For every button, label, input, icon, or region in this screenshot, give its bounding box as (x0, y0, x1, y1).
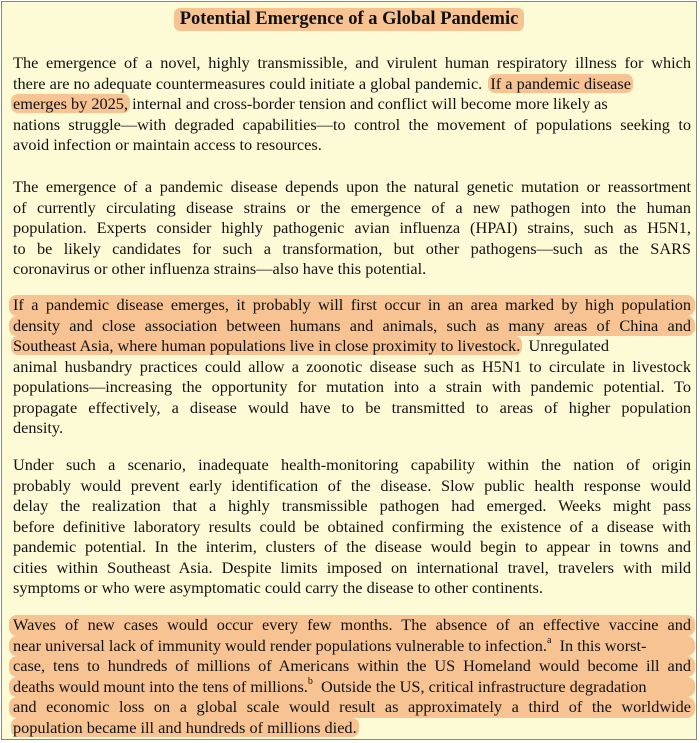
p3-line-3-text: Unregulated (528, 336, 609, 355)
p4-line-7: symptoms or who were asymptomatic could carry the disease to other continents. (13, 578, 543, 597)
p5-line-2-tail: In this worst- (551, 635, 647, 655)
p1-line-5: avoid infection or maintain access to resources. (13, 135, 322, 154)
p3-line-4: animal husbandry practices could allow a zoonotic disease such as H5N1 to circulate in livestock (13, 356, 691, 376)
p5-line-3: case, tens to hundreds of millions of Americans within the US Homeland would become ill and (9, 656, 695, 677)
p3-line-1: If a pandemic disease emerges, it probably will first occur in an area marked by high population (9, 295, 695, 316)
p5-line-1: Waves of new cases would occur every few months. The absence of an effective vaccine and (9, 615, 695, 636)
p2-line-3: population. Experts consider highly pathogenic avian influenza (HPAI) strains, such as H5N1, (13, 218, 691, 237)
p3-line-7: density. (13, 418, 64, 437)
paragraph-4 (13, 455, 691, 599)
p2-line-2: of currently circulating disease strains or the emergence of a new pathogen into the human (13, 197, 691, 217)
p1-line-2 (13, 74, 691, 95)
title-wrap (2, 8, 696, 31)
page-title: Potential Emergence of a Global Pandemic (174, 8, 525, 31)
paragraph-3 (13, 295, 691, 439)
paragraph-1 (13, 53, 691, 156)
p3-line-2: density and close association between humans and animals, such as many areas of China and (9, 316, 695, 337)
document-box (1, 1, 697, 740)
p1-line-3-text: internal and cross-border tension and conflict will become more likely as (132, 94, 608, 113)
p1-line-2-text: there are no adequate countermeasures could initiate a global pandemic. (13, 73, 483, 93)
p4-line-3: delay the realization that a highly transmissible pathogen had emerged. Weeks might pass (13, 496, 691, 515)
p1-highlight-end: emerges by 2025, (13, 94, 129, 113)
p4-line-4: before definitive laboratory results could be obtained confirming the existence of a disease with (13, 516, 691, 536)
p5-line-2 (9, 636, 695, 657)
p4-line-5: pandemic potential. In the interim, clusters of the disease would begin to appear in towns and (13, 537, 691, 556)
p2-line-4: to be likely candidates for such a transformation, but other pathogens—such as the SARS (13, 238, 691, 258)
p4-line-1: Under such a scenario, inadequate health-monitoring capability within the nation of origin (13, 455, 691, 474)
p2-line-5: coronavirus or other influenza strains—also have this potential. (13, 259, 427, 278)
p5-highlight-end: population became ill and hundreds of millions died. (13, 717, 357, 737)
p3-highlight-end: Southeast Asia, where human populations live in close proximity to livestock. (13, 336, 521, 355)
p4-line-6: cities within Southeast Asia. Despite limits imposed on international travel, travelers with mild (13, 557, 691, 577)
p5-line-6 (13, 718, 691, 739)
p5-line-4-tail: Outside the US, critical infrastructure degradation (312, 676, 647, 696)
footnote-marker-b: b (307, 676, 313, 688)
footnote-marker-a: a (546, 635, 552, 647)
p1-line-3 (13, 94, 691, 115)
p3-line-3 (13, 336, 691, 357)
p5-line-5: and economic loss on a global scale would result as approximately a third of the worldwide (9, 697, 695, 718)
p5-line-4-text: deaths would mount into the tens of millions. (13, 676, 308, 696)
p5-line-4 (9, 677, 695, 698)
p4-line-2: probably would prevent early identification of the disease. Slow public health response would (13, 475, 691, 495)
p3-line-5: populations—increasing the opportunity for mutation into a strain with pandemic potential. To (13, 377, 691, 396)
p1-line-4: nations struggle—with degraded capabilities—to control the movement of populations seeking to (13, 114, 691, 134)
p1-line-1: The emergence of a novel, highly transmissible, and virulent human respiratory illness for which (13, 53, 691, 72)
paragraph-5 (13, 615, 691, 738)
paragraph-2 (13, 177, 691, 280)
p3-line-6: propagate effectively, a disease would have to be transmitted to areas of higher population (13, 397, 691, 417)
p2-line-1: The emergence of a pandemic disease depends upon the natural genetic mutation or reassortment (13, 177, 691, 196)
p5-line-2-text: near universal lack of immunity would render populations vulnerable to infection. (13, 635, 547, 655)
p1-highlight-start: If a pandemic disease (490, 73, 631, 93)
